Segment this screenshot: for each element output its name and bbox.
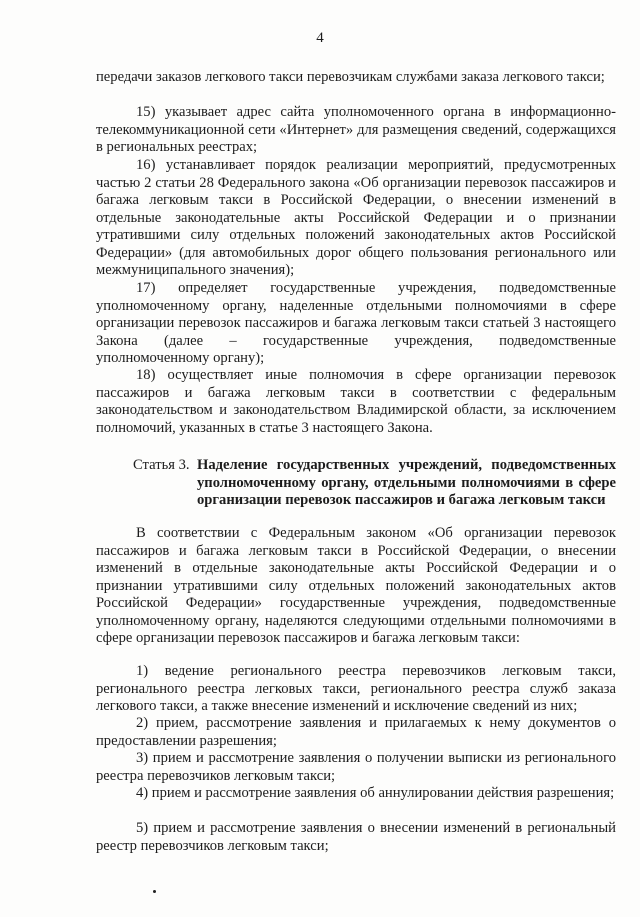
list-item-5: 5) прием и рассмотрение заявления о внесении изменений в региональный реестр перевозчиков легковым такси; — [96, 820, 616, 854]
article-title: Наделение государственных учреждений, подведомственных уполномоченному органу, отдельными полномочиями в сфере организации перевозок пассажиров и багажа легковым такси — [197, 457, 616, 508]
list-item-2: 2) прием, рассмотрение заявления и прилагаемых к нему документов о предоставлении разрешения; — [96, 715, 616, 749]
paragraph-preamble: В соответствии с Федеральным законом «Об организации перевозок пассажиров и багажа легковым такси в Российской Федерации, о внесении изменений в отдельные законодательные акты Российской Федерации и о признании утратившими силу отдельных положений законодательных актов Российской Федерации» государственные учреждения, подведомственные уполномоченному органу, наделяются следующими отдельными полномочиями в сфере организации перевозок пассажиров и багажа легковым такси: — [96, 525, 616, 646]
paragraph-item-16: 16) устанавливает порядок реализации мероприятий, предусмотренных частью 2 статьи 28 Федерального закона «Об организации перевозок пассажиров и багажа легковым такси в Российской Федерации, о внесении изменений в отдельные законодательные акты Российской Федерации и о признании утратившими силу отдельных положений законодательных актов Российской Федерации» (для автомобильных дорог общего пользования регионального или межмуниципального значения); — [96, 157, 616, 278]
paragraph-item-17: 17) определяет государственные учреждения, подведомственные уполномоченному органу, наделенные отдельными полномочиями в сфере организации перевозок пассажиров и багажа легковым такси статьей 3 настоящего Закона (далее – государственные учреждения, подведомственные уполномоченному органу); — [96, 280, 616, 366]
list-item-1: 1) ведение регионального реестра перевозчиков легковым такси, регионального реестра легковых такси, регионального реестра служб заказа легкового такси, а также внесение изменений и исключение сведений из них; — [96, 663, 616, 714]
list-item-4: 4) прием и рассмотрение заявления об аннулировании действия разрешения; — [136, 785, 615, 801]
paragraph-continuation: передачи заказов легкового такси перевозчикам службами заказа легкового такси; — [96, 69, 605, 85]
page-number: 4 — [316, 30, 324, 46]
paragraph-item-18: 18) осуществляет иные полномочия в сфере организации перевозок пассажиров и багажа легковым такси в соответствии с федеральным законодательством и законодательством Владимирской области, за исключением полномочий, указанных в статье 3 настоящего Закона. — [96, 367, 616, 436]
paragraph-item-15: 15) указывает адрес сайта уполномоченного органа в информационно-телекоммуникационной сети «Интернет» для размещения сведений, содержащихся в региональных реестрах; — [96, 104, 616, 155]
article-label: Статья 3. — [133, 457, 190, 473]
list-item-3: 3) прием и рассмотрение заявления о получении выписки из регионального реестра перевозчиков легковым такси; — [96, 750, 616, 784]
scan-speck — [153, 890, 156, 893]
